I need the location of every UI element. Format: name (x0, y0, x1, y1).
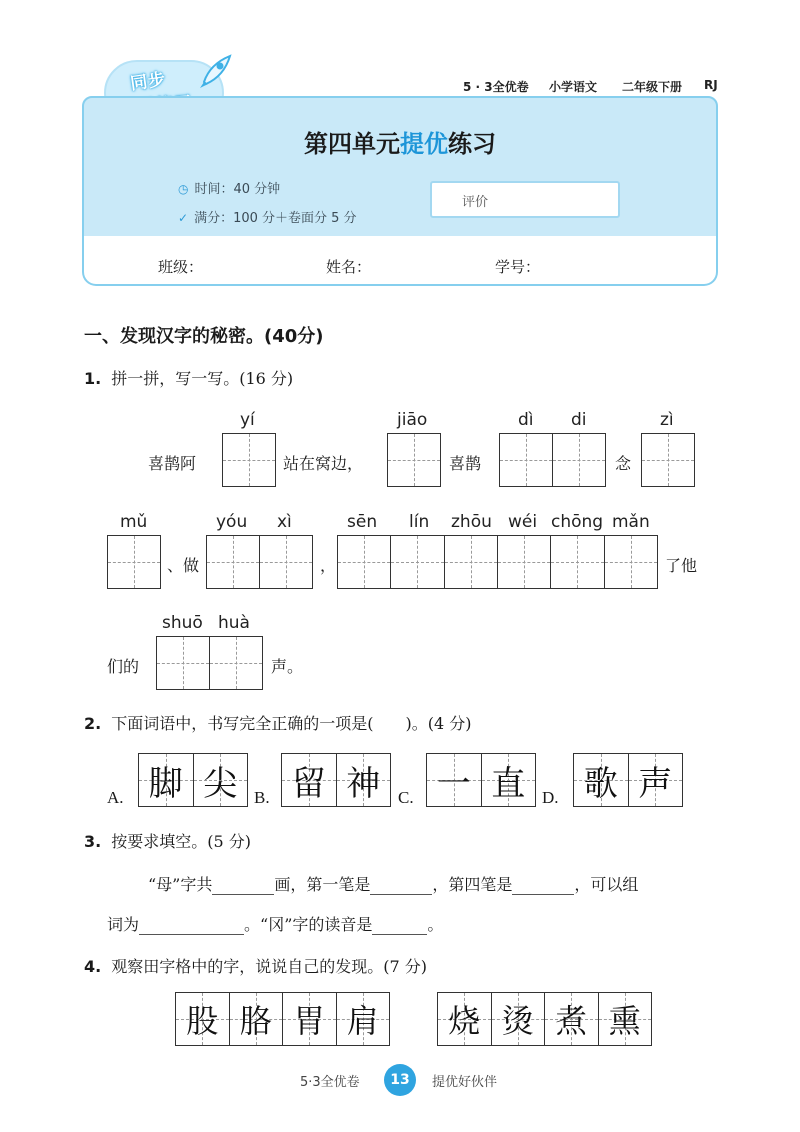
pinyin: mǔ (120, 512, 148, 532)
blank-word[interactable] (139, 934, 244, 935)
series-subject: 小学语文 (549, 80, 598, 94)
page-title (0, 124, 800, 159)
writing-grid[interactable] (641, 433, 695, 487)
blank-strokes[interactable] (212, 894, 274, 895)
class-field[interactable]: 班级： (158, 258, 204, 276)
writing-grid[interactable] (387, 433, 441, 487)
sentence-text: 声。 (271, 657, 304, 676)
series-grade: 二年级下册 (622, 80, 683, 94)
question-1 (84, 366, 293, 389)
grid-char: 留 (291, 763, 326, 804)
option-d-grid[interactable] (573, 753, 683, 807)
sentence-text: 喜鹊 (449, 454, 482, 473)
question-number: 1. (84, 369, 102, 388)
writing-grid[interactable] (206, 535, 313, 589)
fill-text: ，可以组 (574, 875, 639, 894)
pinyin: chōng (551, 512, 604, 532)
char-group-2 (437, 992, 652, 1046)
fill-text: “母”字共 (148, 875, 213, 894)
pinyin: mǎn (612, 512, 650, 532)
fill-text: 画，第一笔是 (274, 875, 371, 894)
writing-grid[interactable] (222, 433, 276, 487)
fill-text: 。“冈”字的读音是 (244, 915, 373, 934)
question-number: 3. (84, 832, 102, 851)
pinyin: shuō (162, 613, 203, 633)
grid-char: 熏 (608, 1002, 641, 1040)
option-b-label[interactable]: B. (254, 788, 270, 807)
fill-text: ，第四笔是 (432, 875, 513, 894)
pinyin: wéi (508, 512, 538, 532)
title-highlight: 提优 (400, 130, 448, 158)
pinyin: zì (660, 410, 674, 430)
page-number: 13 (384, 1064, 416, 1096)
sentence-text: 站在窝边， (283, 454, 364, 473)
question-2 (84, 711, 471, 734)
pinyin: dì (518, 410, 534, 430)
option-d-label[interactable]: D. (542, 788, 559, 807)
question-4 (84, 954, 427, 977)
option-a-label[interactable]: A. (107, 788, 124, 807)
question-number: 2. (84, 714, 102, 733)
writing-grid[interactable] (156, 636, 263, 690)
blank-pronunciation[interactable] (372, 934, 427, 935)
tag-line-1: 同步 (129, 69, 168, 95)
grid-char: 胳 (239, 1002, 272, 1040)
option-b-grid[interactable] (281, 753, 391, 807)
sentence-text: ， (320, 556, 337, 575)
sentence-text: 了他 (665, 556, 698, 575)
footer-slogan: 提优好伙伴 (432, 1075, 498, 1090)
sentence-text: 、做 (167, 556, 200, 575)
clock-icon: ◷ (178, 182, 189, 196)
option-a-grid[interactable] (138, 753, 248, 807)
grid-char: 肩 (346, 1002, 379, 1040)
evaluation-box[interactable] (430, 181, 620, 218)
student-id-field[interactable]: 学号： (495, 258, 541, 276)
sentence-text: 喜鹊阿 (148, 454, 197, 473)
fill-line-1 (148, 872, 638, 895)
score-info (178, 207, 357, 226)
grid-char: 脚 (148, 763, 183, 804)
title-part-1: 第四单元 (304, 130, 400, 158)
time-label: 时间：40 分钟 (194, 182, 281, 197)
option-c-grid[interactable] (426, 753, 536, 807)
question-text: 下面词语中，书写完全正确的一项是( )。(4 分) (111, 714, 472, 733)
question-text: 观察田字格中的字，说说自己的发现。(7 分) (111, 957, 427, 976)
blank-first-stroke[interactable] (370, 894, 432, 895)
pinyin: di (571, 410, 587, 430)
sentence-text: 念 (615, 454, 632, 473)
char-group-1 (175, 992, 390, 1046)
writing-grid[interactable] (337, 535, 658, 589)
question-text: 拼一拼，写一写。(16 分) (111, 369, 294, 388)
pinyin: jiāo (397, 410, 428, 430)
grid-char: 直 (491, 763, 526, 804)
pinyin: lín (409, 512, 430, 532)
question-number: 4. (84, 957, 102, 976)
grid-char: 声 (638, 763, 673, 804)
grid-char: 烧 (448, 1002, 481, 1040)
question-text: 按要求填空。(5 分) (111, 832, 251, 851)
fill-text: 词为 (107, 915, 140, 934)
grid-char: 尖 (203, 763, 238, 804)
series-edition: RJ (704, 78, 718, 92)
rocket-icon (196, 50, 236, 90)
writing-grid[interactable] (499, 433, 606, 487)
pinyin: huà (218, 613, 250, 633)
score-label: 满分：100 分＋卷面分 5 分 (194, 211, 357, 226)
question-3 (84, 829, 251, 852)
series-name: 5 · 3全优卷 (463, 80, 529, 94)
sentence-text: 们的 (107, 657, 140, 676)
fill-text: 。 (427, 915, 444, 934)
grid-char: 股 (186, 1002, 219, 1040)
section-title: 一、发现汉字的秘密。(40分) (84, 326, 324, 347)
grid-char: 烫 (501, 1002, 534, 1040)
option-c-label[interactable]: C. (398, 788, 414, 807)
pinyin: yí (240, 410, 255, 430)
footer-series: 5·3全优卷 (300, 1075, 360, 1090)
name-field[interactable]: 姓名： (326, 258, 372, 276)
blank-fourth-stroke[interactable] (512, 894, 574, 895)
pinyin: yóu (216, 512, 248, 532)
evaluation-label: 评价 (462, 195, 489, 210)
grid-char: 一 (436, 763, 471, 804)
check-circle-icon: ✓ (178, 211, 189, 225)
pinyin: zhōu (451, 512, 492, 532)
grid-char: 歌 (583, 763, 618, 804)
grid-char: 胃 (293, 1002, 326, 1040)
title-part-2: 练习 (448, 130, 496, 158)
grid-char: 神 (346, 763, 381, 804)
pinyin: xì (277, 512, 292, 532)
grid-char: 煮 (555, 1002, 588, 1040)
fill-line-2 (107, 912, 443, 935)
writing-grid[interactable] (107, 535, 161, 589)
pinyin: sēn (347, 512, 378, 532)
time-info (178, 178, 280, 197)
